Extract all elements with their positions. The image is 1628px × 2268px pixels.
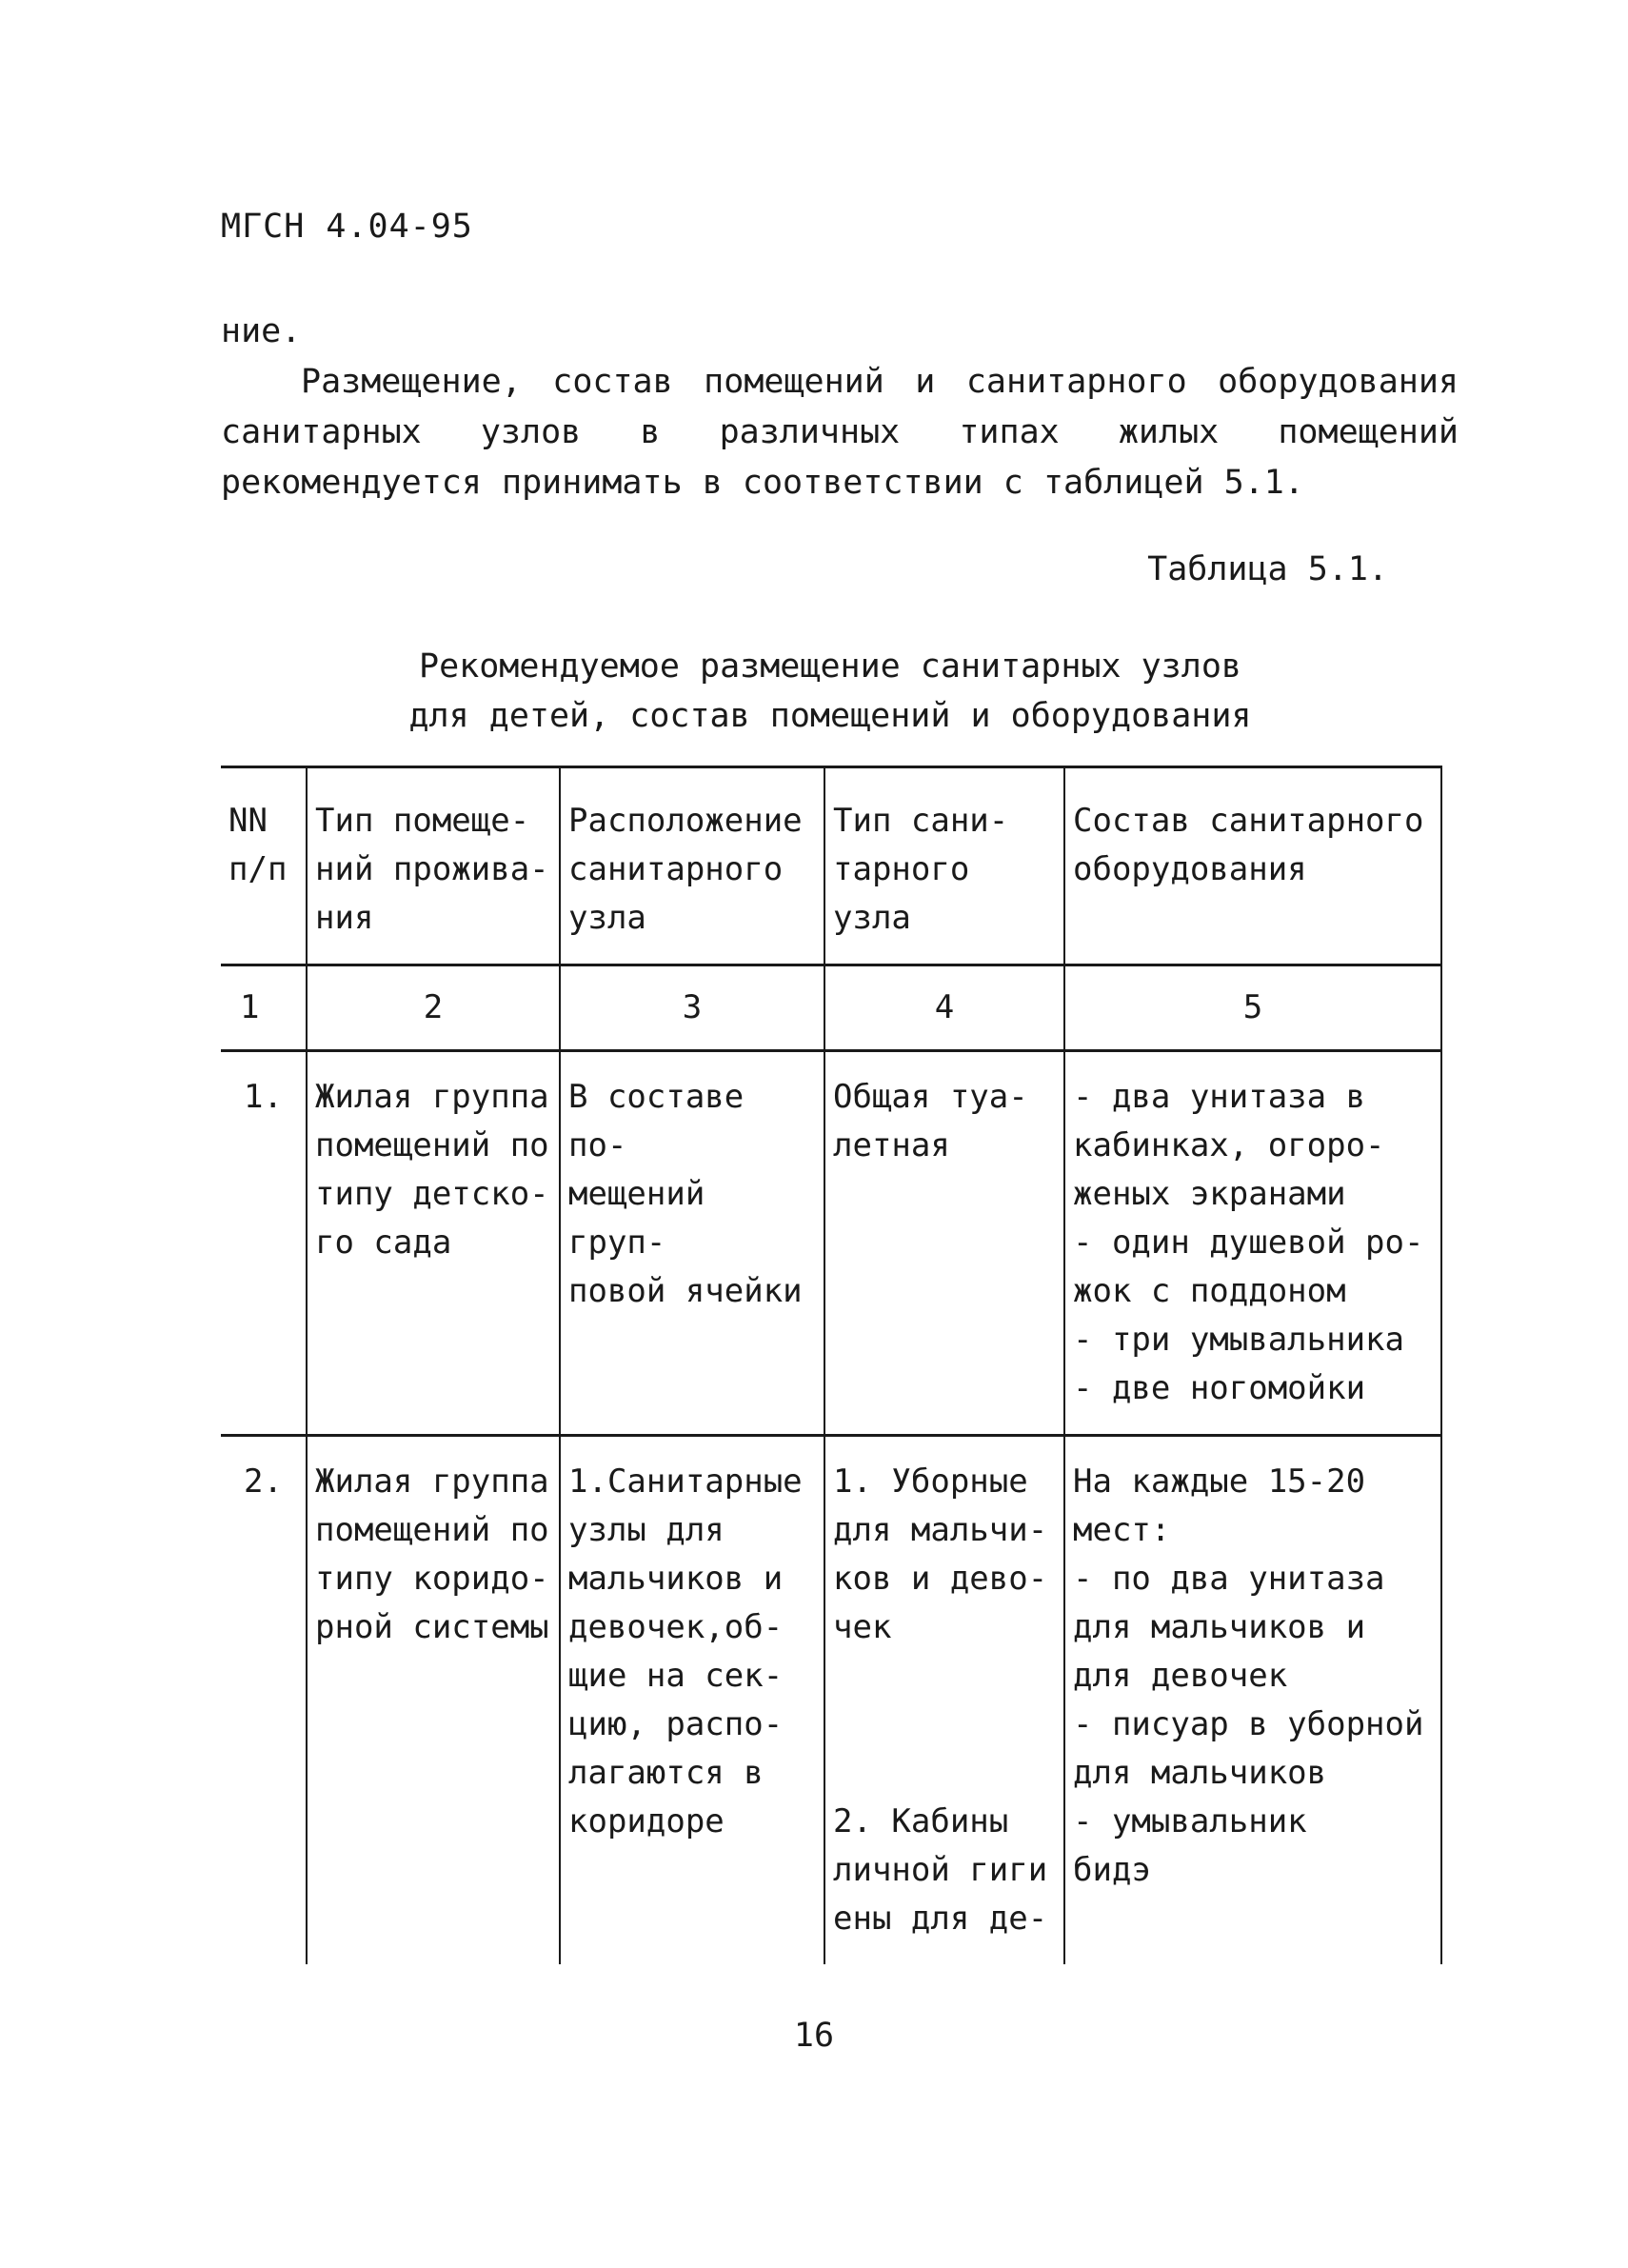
page-number: 16 bbox=[793, 2017, 835, 2055]
table-label: Таблица 5.1. bbox=[1147, 550, 1388, 588]
table-title-line-2: для детей, состав помещений и оборудования bbox=[408, 697, 1252, 735]
row-location: В составе по- мещений груп- повой ячейки bbox=[560, 1051, 824, 1436]
continuation-text: ние. bbox=[221, 312, 302, 350]
table-title bbox=[221, 642, 1439, 741]
row-equipment: - два унитаза в кабинках, огоро- женых экранами - один душевой ро- жок с поддоном - три умывальника - две ногомойки bbox=[1064, 1051, 1441, 1436]
table-row bbox=[221, 1051, 1441, 1436]
sanitary-table bbox=[221, 766, 1442, 1964]
header-cell-number: NN п/п bbox=[221, 767, 307, 965]
row-equipment: На каждые 15-20 мест: - по два унитаза для мальчиков и для девочек - писуар в уборной для мальчиков - умывальник бидэ bbox=[1064, 1436, 1441, 1965]
column-number-row bbox=[221, 965, 1441, 1051]
intro-paragraph: Размещение, состав помещений и санитарного оборудования санитарных узлов в различных типах жилых помещений рекомендуется принимать в соответствии с таблицей 5.1. bbox=[221, 363, 1459, 502]
row-unit-type: Общая туа- летная bbox=[824, 1051, 1064, 1436]
column-number: 2 bbox=[307, 965, 560, 1051]
header-cell-location: Расположение санитарного узла bbox=[560, 767, 824, 965]
table-row bbox=[221, 1436, 1441, 1965]
header-cell-equipment: Состав санитарного оборудования bbox=[1064, 767, 1441, 965]
column-number: 4 bbox=[824, 965, 1064, 1051]
row-number: 1. bbox=[221, 1051, 307, 1436]
header-cell-unit-type: Тип сани- тарного узла bbox=[824, 767, 1064, 965]
row-unit-type: 1. Уборные для мальчи- ков и дево- чек 2. Кабины личной гиги ены для де- bbox=[824, 1436, 1064, 1965]
row-number: 2. bbox=[221, 1436, 307, 1965]
row-type: Жилая группа помещений по типу детско- го сада bbox=[307, 1051, 560, 1436]
header-cell-type: Тип помеще- ний прожива- ния bbox=[307, 767, 560, 965]
table-header-row bbox=[221, 767, 1441, 965]
document-code: МГСН 4.04-95 bbox=[221, 208, 473, 246]
column-number: 1 bbox=[221, 965, 307, 1051]
row-type: Жилая группа помещений по типу коридо- рной системы bbox=[307, 1436, 560, 1965]
table-title-line-1: Рекомендуемое размещение санитарных узлов bbox=[419, 647, 1241, 686]
column-number: 3 bbox=[560, 965, 824, 1051]
row-location: 1.Санитарные узлы для мальчиков и девочек,об- щие на сек- цию, распо- лагаются в коридоре bbox=[560, 1436, 824, 1965]
column-number: 5 bbox=[1064, 965, 1441, 1051]
intro-text bbox=[221, 307, 1459, 508]
